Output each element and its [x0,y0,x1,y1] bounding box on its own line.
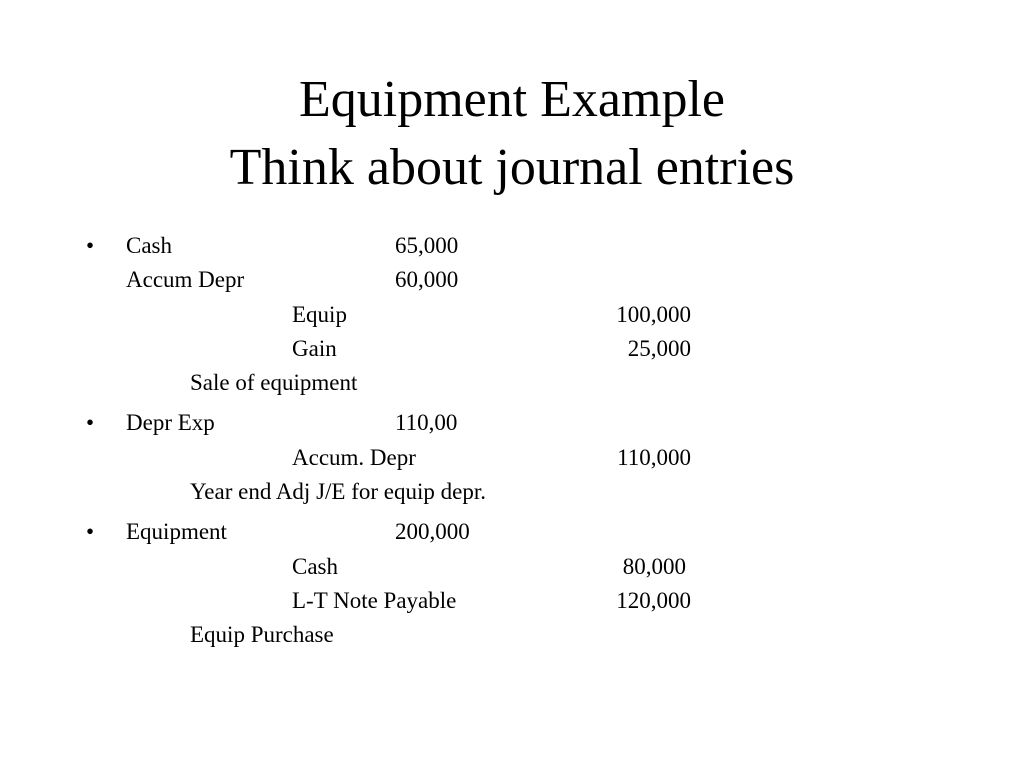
bullet-icon: • [86,410,95,435]
credit-account: Gain [292,336,337,361]
credit-amount: 110,000 [617,445,691,470]
debit-account: Depr Exp [126,410,215,435]
bullet-icon: • [86,233,95,258]
credit-amount: 120,000 [616,588,691,613]
credit-account: Equip [292,302,347,327]
debit-account: Cash [126,233,172,258]
entry-memo: Year end Adj J/E for equip depr. [190,479,486,504]
credit-amount: 100,000 [616,302,691,327]
debit-amount: 200,000 [395,519,470,544]
credit-account: Accum. Depr [292,445,416,470]
credit-amount: 25,000 [627,336,691,361]
slide-title [0,66,1024,202]
credit-account: Cash [292,554,338,579]
slide-title-line-1: Equipment Example [298,71,725,128]
debit-account: Equipment [126,519,227,544]
credit-account: L-T Note Payable [292,588,457,613]
debit-account: Accum Depr [126,267,245,292]
entry-memo: Sale of equipment [190,370,358,395]
credit-amount: 80,000 [622,554,686,579]
entry-memo: Equip Purchase [190,622,334,647]
bullet-icon: • [86,519,95,544]
slide-title-line-2: Think about journal entries [229,139,795,196]
debit-amount: 60,000 [395,267,459,292]
debit-amount: 110,00 [395,410,458,435]
debit-amount: 65,000 [395,233,459,258]
